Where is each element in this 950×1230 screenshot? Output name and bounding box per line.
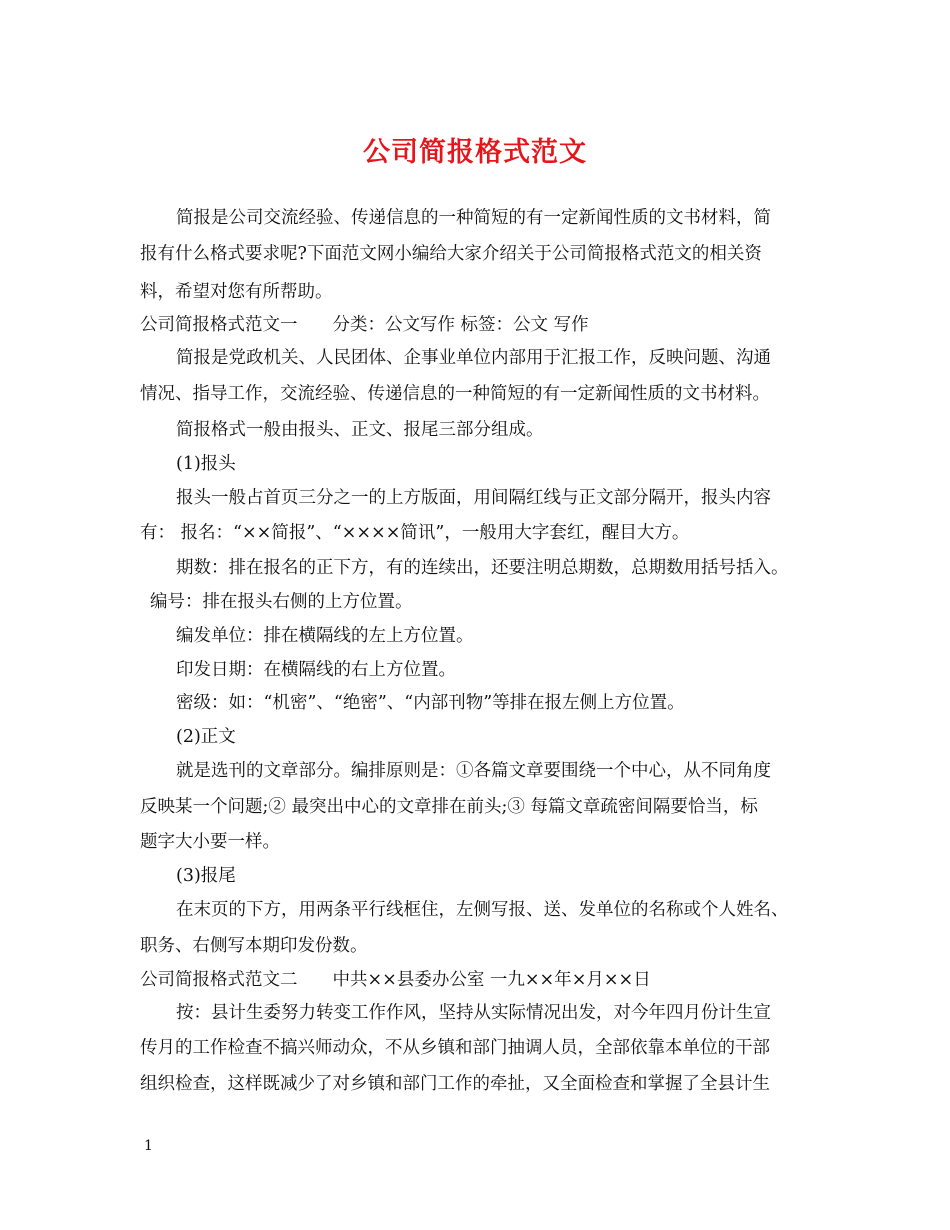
paragraph-line: 印发日期：在横隔线的右上方位置。 — [176, 660, 456, 680]
paragraph-line: 传月的工作检查不搞兴师动众，不从乡镇和部门抽调人员，全部依靠本单位的干部 — [140, 1038, 770, 1058]
paragraph-line: 简报是公司交流经验、传递信息的一种简短的有一定新闻性质的文书材料，简 — [176, 208, 771, 228]
paragraph-line: 编号：排在报头右侧的上方位置。 — [150, 592, 413, 612]
document-title: 公司简报格式范文 — [363, 137, 587, 168]
paragraph-line: 组织检查，这样既减少了对乡镇和部门工作的牵扯，又全面检查和掌握了全县计生 — [140, 1074, 770, 1094]
paragraph-line: 就是选刊的文章部分。编排原则是：①各篇文章要围绕一个中心，从不同角度 — [176, 761, 771, 781]
paragraph-line: 有： 报名：“××简报”、“××××简讯”，一般用大字套红，醒目大方。 — [140, 523, 690, 543]
paragraph-line: 报头一般占首页三分之一的上方版面，用间隔红线与正文部分隔开，报头内容 — [176, 488, 771, 508]
section-heading: 公司简报格式范文二 中共××县委办公室 一九××年×月××日 — [140, 970, 651, 990]
subheading: (3)报尾 — [176, 866, 236, 886]
paragraph-line: 简报是党政机关、人民团体、企事业单位内部用于汇报工作，反映问题、沟通 — [176, 348, 771, 368]
section-heading: 公司简报格式范文一 分类：公文写作 标签：公文 写作 — [140, 315, 589, 335]
paragraph-line: 编发单位：排在横隔线的左上方位置。 — [176, 626, 474, 646]
paragraph-line: 期数：排在报名的正下方，有的连续出，还要注明总期数，总期数用括号括入。 — [176, 558, 789, 578]
paragraph-line: 料，希望对您有所帮助。 — [140, 282, 333, 302]
paragraph-line: 报有什么格式要求呢?下面范文网小编给大家介绍关于公司简报格式范文的相关资 — [140, 244, 762, 264]
paragraph-line: 在末页的下方，用两条平行线框住，左侧写报、送、发单位的名称或个人姓名、 — [176, 900, 789, 920]
paragraph-line: 反映某一个问题;② 最突出中心的文章排在前头;③ 每篇文章疏密间隔要恰当，标 — [140, 797, 758, 817]
page-number: 1 — [144, 1138, 153, 1154]
paragraph-line: 职务、右侧写本期印发份数。 — [140, 936, 368, 956]
subheading: (2)正文 — [176, 727, 236, 747]
paragraph-line: 密级：如：“机密”、“绝密”、“内部刊物”等排在报左侧上方位置。 — [176, 693, 685, 713]
paragraph-line: 按：县计生委努力转变工作作风，坚持从实际情况出发，对今年四月份计生宣 — [176, 1003, 771, 1023]
paragraph-line: 简报格式一般由报头、正文、报尾三部分组成。 — [176, 420, 544, 440]
paragraph-line: 题字大小要一样。 — [140, 832, 280, 852]
subheading: (1)报头 — [176, 454, 236, 474]
paragraph-line: 情况、指导工作，交流经验、传递信息的一种简短的有一定新闻性质的文书材料。 — [140, 384, 770, 404]
